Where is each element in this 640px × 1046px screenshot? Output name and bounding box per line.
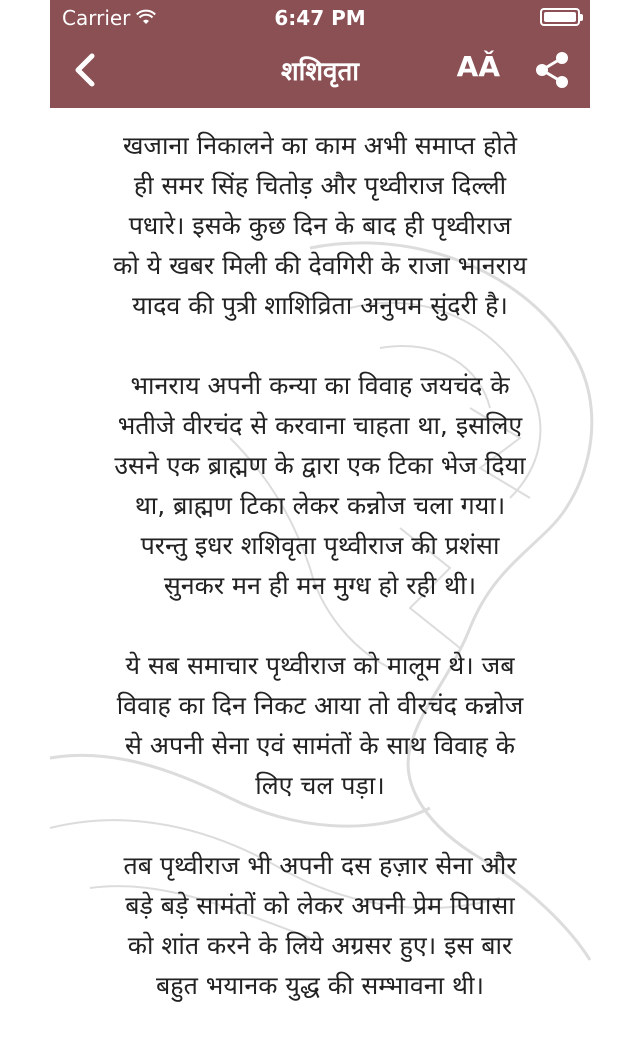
paragraph: ये सब समाचार पृथ्वीराज को मालूम थे। जब विवाह का दिन निकट आया तो वीरचंद कन्नोज से अपनी सेना एवं सामंतों के साथ विवाह के लिए चल पड़ा।: [116, 651, 524, 800]
paragraph: तब पृथ्वीराज भी अपनी दस हज़ार सेना और बड़े बड़े सामंतों को लेकर अपनी प्रेम पिपासा को शांत करने के लिये अग्रसर हुए। इस बार बहुत भयानक युद्ध की सम्भावना थी।: [123, 851, 517, 1000]
status-bar: [50, 0, 590, 36]
top-bar: [50, 0, 590, 108]
battery-icon: [540, 8, 580, 26]
page-title: शशिवृता: [280, 57, 360, 87]
status-time: 6:47 PM: [274, 6, 366, 30]
share-icon: [532, 50, 572, 90]
share-button[interactable]: [532, 50, 572, 90]
font-size-button[interactable]: AǍ: [456, 50, 500, 83]
article-text: [68, 126, 572, 1046]
article-content[interactable]: [50, 108, 590, 1000]
paragraph: भानराय अपनी कन्या का विवाह जयचंद के भतीजे वीरचंद से करवाना चाहता था, इसलिए उसने एक ब्राह्मण के द्वारा एक टिका भेज दिया था, ब्राह्मण टिका लेकर कन्नोज चला गया। परन्तु इधर शशिवृता पृथ्वीराज की प्रशंसा सुनकर मन ही मन मुग्ध हो रही थी।: [114, 371, 526, 600]
paragraph: खजाना निकालने का काम अभी समाप्त होते ही समर सिंह चितोड़ और पृथ्वीराज दिल्ली पधारे। इसके कुछ दिन के बाद ही पृथ्वीराज को ये खबर मिली की देवगिरी के राजा भानराय यादव की पुत्री शाशिव्रिता अनुपम सुंदरी है।: [113, 131, 527, 320]
navigation-bar: [50, 36, 590, 108]
carrier-label: Carrier: [62, 6, 131, 30]
